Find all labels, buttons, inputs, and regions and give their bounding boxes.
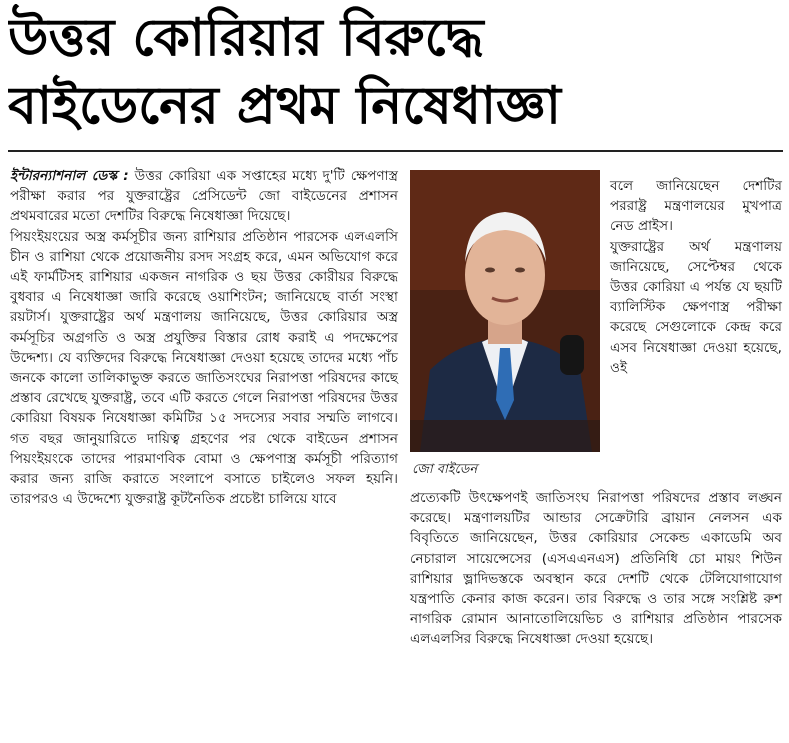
article-column-left xyxy=(10,166,398,509)
portrait-illustration xyxy=(410,170,600,452)
headline xyxy=(8,4,783,140)
article-paragraph-2: পিয়ংইয়ংয়ের অস্ত্র কর্মসূচীর জন্য রাশিয়ার প্রতিষ্ঠান পারসেক এলএলসি চীন ও রাশিয়া থেকে প্রয়োজনীয় রসদ সংগ্রহ করে, এমন অভিযোগ করে এই ফার্মটিসহ রাশিয়ার একজন নাগরিক ও ছয় উত্তর কোরীয়র বিরুদ্ধে বুধবার এ নিষেধাজ্ঞা জারি করেছে ওয়াশিংটন; জানিয়েছে বার্তা সংস্থা রয়টার্স। যুক্তরাষ্ট্রের অর্থ মন্ত্রণালয় জানিয়েছে, উত্তর কোরিয়ার অস্ত্র কর্মসূচির অগ্রগতি ও অস্ত্র প্রযুক্তির বিস্তার রোধ করাই এ পদক্ষেপের উদ্দেশ্য। যে ব্যক্তিদের বিরুদ্ধে নিষেধাজ্ঞা দেওয়া হয়েছে তাদের মধ্যে পাঁচ জনকে কালো তালিকাভুক্ত করতে জাতিসংঘের নিরাপত্তা পরিষদের কাছে প্রস্তাব রেখেছে যুক্তরাষ্ট্র, তবে এটি করতে গেলে নিরাপত্তা পরিষদের উত্তর কোরিয়া বিষয়ক নিষেধাজ্ঞা কমিটির ১৫ সদস্যের সবার সম্মতি লাগবে। গত বছর জানুয়ারিতে দায়িত্ব গ্রহণের পর থেকে বাইডেন প্রশাসন পিয়ংইয়ংকে তাদের পারমাণবিক বোমা ও ক্ষেপণাস্ত্র কর্মসূচী পরিত্যাগ করার জন্য রাজি করাতে সংলাপে বসাতে চাইলেও সফল হয়নি। তারপরও এ উদ্দেশ্যে যুক্তরাষ্ট্র কূটনৈতিক প্রচেষ্টা চালিয়ে যাবে xyxy=(10,228,398,508)
headline-line-1: উত্তর কোরিয়ার বিরুদ্ধে xyxy=(8,8,484,68)
article-paragraph-4: যুক্তরাষ্ট্রের অর্থ মন্ত্রণালয় জানিয়েছে, সেপ্টেম্বর থেকে উত্তর কোরিয়া এ পর্যন্ত যে ছয়টি ব্যালিস্টিক ক্ষেপণাস্ত্র পরীক্ষা করেছে সেগুলোকে কেন্দ্র করে এসব নিষেধাজ্ঞা দেওয়া হয়েছে, ওই xyxy=(610,238,782,376)
article-column-bottom xyxy=(410,488,782,650)
article-paragraph-1 xyxy=(10,166,398,227)
article-column-right xyxy=(610,176,782,378)
photo-caption: জো বাইডেন xyxy=(412,462,478,477)
headline-divider xyxy=(8,150,783,152)
article-paragraph-5: প্রত্যেকটি উৎক্ষেপণই জাতিসংঘ নিরাপত্তা পরিষদের প্রস্তাব লঙ্ঘন করেছে। মন্ত্রণালয়টির আন্ডার সেক্রেটারি ব্রায়ান নেলসন এক বিবৃতিতে জানিয়েছেন, উত্তর কোরিয়ার সেকেন্ড একাডেমি অব নেচারাল সায়েন্সেসের (এসএএনএস) প্রতিনিধি চো মায়ং শিউন রাশিয়ার ভ্লাদিভস্তকে অবস্থান করে দেশটি থেকে টেলিযোগাযোগ যন্ত্রপাতি কেনার কাজ করেন। তার বিরুদ্ধে ও তার সঙ্গে সংশ্লিষ্ট রুশ নাগরিক রোমান আনাতোলিয়েভিচ ও রাশিয়ার প্রতিষ্ঠান পারসেক এলএলসির বিরুদ্ধে নিষেধাজ্ঞা দেওয়া হয়েছে। xyxy=(410,490,782,648)
article-paragraph-3: বলে জানিয়েছেন দেশটির পররাষ্ট্র মন্ত্রণালয়ের মুখপাত্র নেড প্রাইস। xyxy=(610,178,782,235)
article-lead-text: উত্তর কোরিয়া এক সপ্তাহের মধ্যে দু'টি ক্ষেপণাস্ত্র পরীক্ষা করার পর যুক্তরাষ্ট্রের প্রেসিডেন্ট জো বাইডেনের প্রশাসন প্রথমবারের মতো দেশটির বিরুদ্ধে নিষেধাজ্ঞা দিয়েছে। xyxy=(10,168,398,225)
headline-line-2: বাইডেনের প্রথম নিষেধাজ্ঞা xyxy=(8,76,561,136)
biden-photo xyxy=(410,170,600,452)
dateline: ইন্টারন্যাশনাল ডেস্ক : xyxy=(10,168,129,184)
